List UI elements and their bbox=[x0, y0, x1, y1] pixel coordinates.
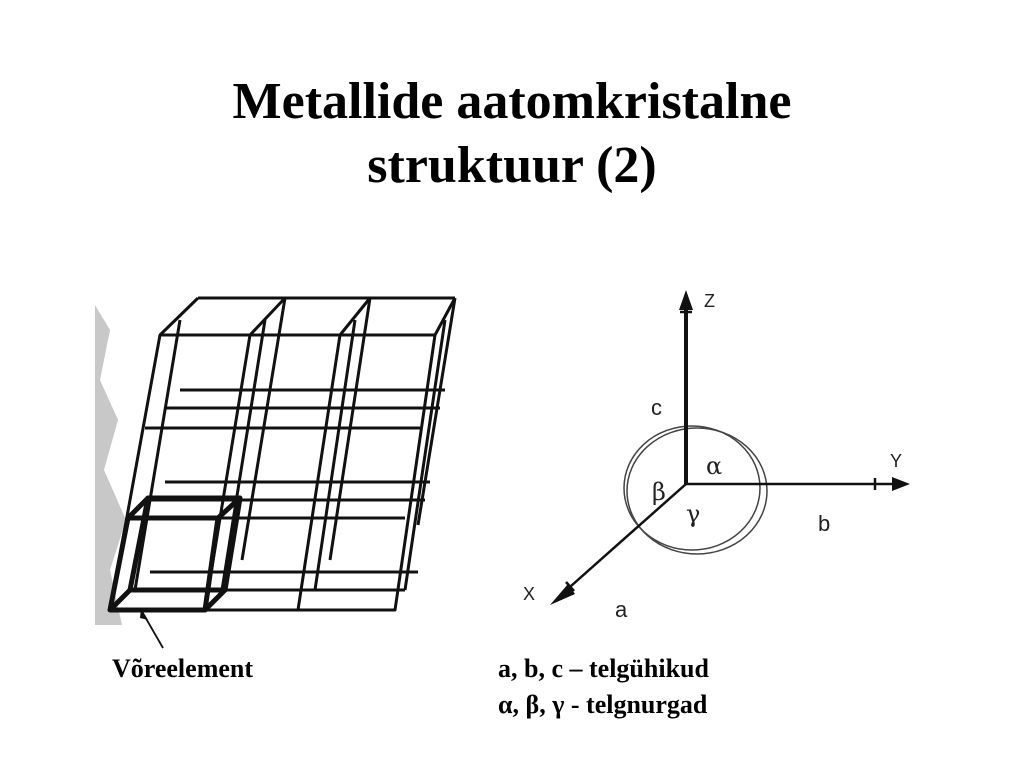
b-label: b bbox=[818, 511, 831, 536]
lattice-edge bbox=[135, 320, 180, 590]
alpha-label: α bbox=[706, 452, 723, 480]
y-arrowhead bbox=[892, 477, 910, 491]
legend-line-1: a, b, c – telgühikud bbox=[498, 654, 709, 683]
angle-circle-outer bbox=[627, 428, 767, 554]
title-line-1: Metallide aatomkristalne bbox=[232, 73, 792, 130]
x-axis bbox=[562, 484, 686, 594]
pointer-arrow bbox=[140, 608, 163, 648]
title-line-2: struktuur (2) bbox=[367, 137, 657, 194]
lattice-caption: Võreelement bbox=[112, 654, 254, 683]
c-label: c bbox=[651, 395, 662, 420]
beta-label: β bbox=[652, 478, 666, 506]
gamma-label: γ bbox=[686, 500, 701, 528]
z-arrowhead bbox=[679, 290, 693, 310]
y-axis-label: Y bbox=[890, 451, 903, 471]
crystal-lattice bbox=[110, 298, 455, 610]
legend-line-2: α, β, γ - telgnurgad bbox=[498, 690, 708, 719]
angle-circle bbox=[624, 426, 760, 550]
scan-artifact bbox=[95, 305, 126, 625]
a-label: a bbox=[615, 597, 628, 622]
coordinate-axes bbox=[523, 290, 910, 622]
z-axis-label: Z bbox=[704, 291, 715, 311]
lattice-edge bbox=[405, 320, 445, 590]
x-axis-label: X bbox=[523, 584, 536, 604]
axis-legend bbox=[498, 651, 709, 723]
